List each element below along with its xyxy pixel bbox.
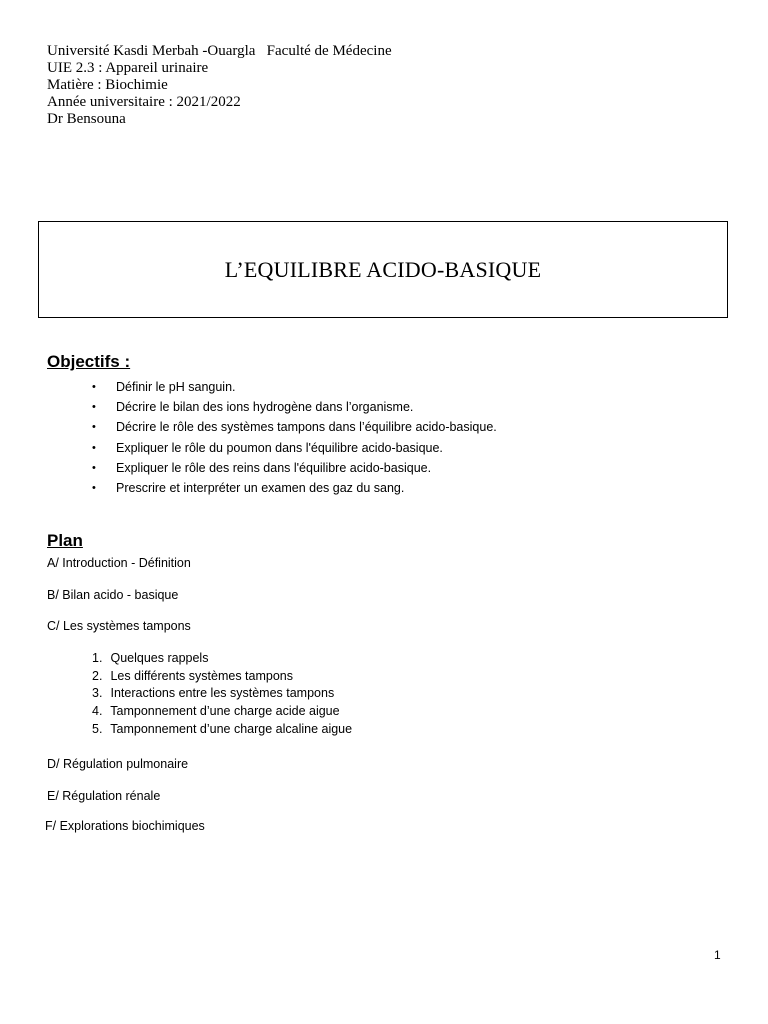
bullet-icon: •: [92, 421, 96, 434]
plan-sublist: [92, 650, 352, 738]
plan-item-a: A/ Introduction - Définition: [47, 556, 191, 570]
item-text: Quelques rappels: [110, 651, 209, 665]
list-item: [92, 703, 352, 721]
list-item: [92, 397, 497, 417]
page-number: 1: [714, 948, 721, 962]
item-number: 5.: [92, 721, 103, 736]
header-unit: UIE 2.3 : Appareil urinaire: [47, 60, 209, 76]
objective-text: Prescrire et interpréter un examen des gaz du sang.: [116, 480, 405, 495]
objective-text: Décrire le rôle des systèmes tampons dans l’équilibre acido-basique.: [116, 420, 497, 435]
objectives-list: [92, 377, 497, 498]
plan-heading: Plan: [47, 531, 83, 550]
plan-item-e: E/ Régulation rénale: [47, 789, 161, 803]
list-item: [92, 458, 497, 478]
bullet-icon: •: [92, 481, 96, 494]
title-box: [38, 221, 728, 318]
list-item: [92, 417, 497, 437]
objective-text: Définir le pH sanguin.: [116, 380, 236, 394]
objective-text: Expliquer le rôle du poumon dans l'équilibre acido-basique.: [116, 440, 443, 455]
item-text: Les différents systèmes tampons: [110, 668, 293, 683]
bullet-icon: •: [92, 381, 96, 393]
list-item: [92, 377, 497, 397]
objective-text: Expliquer le rôle des reins dans l'équilibre acido-basique.: [116, 460, 432, 475]
item-text: Interactions entre les systèmes tampons: [110, 686, 335, 701]
bullet-icon: •: [92, 441, 96, 454]
item-text: Tamponnement d’une charge alcaline aigue: [110, 721, 353, 736]
list-item: [92, 650, 352, 668]
header-university: Université Kasdi Merbah -Ouargla Faculté de Médecine: [47, 43, 392, 59]
list-item: [92, 668, 352, 686]
item-number: 1.: [92, 651, 103, 665]
header-year: Année universitaire : 2021/2022: [47, 94, 241, 110]
item-text: Tamponnement d’une charge acide aigue: [110, 704, 340, 719]
bullet-icon: •: [92, 461, 96, 474]
list-item: [92, 721, 352, 739]
item-number: 3.: [92, 686, 103, 701]
document-title: L’EQUILIBRE ACIDO-BASIQUE: [224, 256, 542, 282]
plan-item-f: F/ Explorations biochimiques: [45, 819, 205, 833]
plan-item-d: D/ Régulation pulmonaire: [47, 757, 189, 771]
list-item: [92, 478, 497, 498]
header-subject: Matière : Biochimie: [47, 77, 168, 93]
header-author: Dr Bensouna: [47, 111, 126, 127]
objective-text: Décrire le bilan des ions hydrogène dans l’organisme.: [116, 400, 414, 415]
plan-item-c: C/ Les systèmes tampons: [47, 619, 191, 633]
bullet-icon: •: [92, 401, 96, 414]
objectives-heading: Objectifs :: [47, 352, 131, 371]
plan-item-b: B/ Bilan acido - basique: [47, 588, 179, 602]
list-item: [92, 438, 497, 458]
document-header: [47, 43, 392, 128]
item-number: 4.: [92, 704, 103, 719]
list-item: [92, 685, 352, 703]
item-number: 2.: [92, 668, 103, 683]
